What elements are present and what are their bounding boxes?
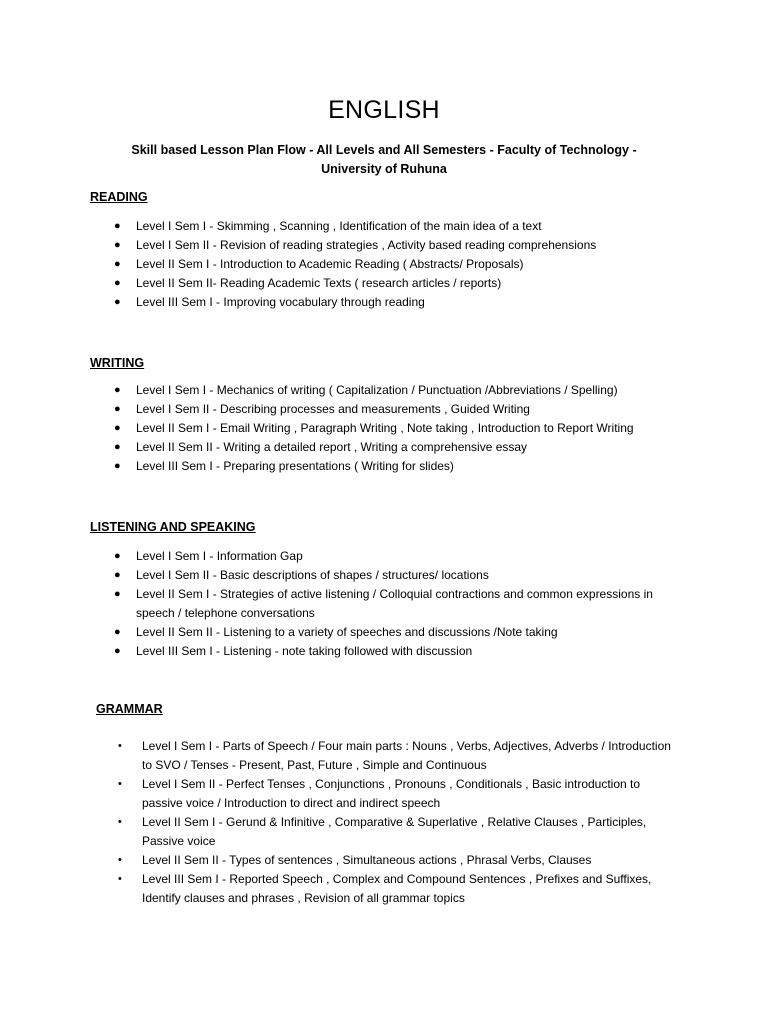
bullet-icon: ● — [114, 422, 121, 434]
list-item: ● Level I Sem II - Describing processes and measurements , Guided Writing — [136, 400, 696, 419]
reading-list — [114, 217, 696, 312]
grammar-list — [118, 737, 672, 908]
writing-list — [114, 381, 696, 476]
bullet-icon: ● — [114, 626, 121, 638]
bullet-icon: ● — [114, 277, 121, 289]
list-item: • Level II Sem I - Gerund & Infinitive , Comparative & Superlative , Relative Clauses , Participles, Passive voice — [118, 815, 647, 848]
section-heading-listening-speaking: LISTENING AND SPEAKING — [90, 520, 256, 534]
list-item: ● Level II Sem I - Email Writing , Paragraph Writing , Note taking , Introduction to Report Writing — [136, 419, 696, 438]
bullet-icon: • — [118, 740, 122, 752]
section-heading-writing: WRITING — [90, 356, 145, 370]
section-heading-grammar: GRAMMAR — [96, 702, 163, 716]
bullet-icon: ● — [114, 403, 121, 415]
list-item: ● Level II Sem II - Writing a detailed report , Writing a comprehensive essay — [136, 438, 696, 457]
bullet-icon: ● — [114, 569, 121, 581]
bullet-icon: ● — [114, 460, 121, 472]
bullet-icon: ● — [114, 441, 121, 453]
list-item: ● Level III Sem I - Preparing presentations ( Writing for slides) — [136, 457, 696, 476]
bullet-icon: • — [118, 816, 122, 828]
list-item: • Level I Sem II - Perfect Tenses , Conjunctions , Pronouns , Conditionals , Basic introduction to passive voice / Introduction to direct and indirect speech — [118, 777, 641, 810]
list-item: ● Level I Sem I - Information Gap — [136, 547, 672, 566]
list-item: ● Level I Sem II - Basic descriptions of shapes / structures/ locations — [136, 566, 672, 585]
bullet-icon: ● — [114, 550, 121, 562]
bullet-icon: • — [118, 854, 122, 866]
list-item: ● Level II Sem II- Reading Academic Texts ( research articles / reports) — [136, 274, 696, 293]
list-item: ● Level II Sem I - Strategies of active listening / Colloquial contractions and common expressions in speech / telephone conversations — [114, 587, 653, 620]
bullet-icon: • — [118, 873, 122, 885]
document-subtitle: Skill based Lesson Plan Flow - All Levels and All Semesters - Faculty of Technology - University of Ruhuna — [131, 143, 637, 176]
bullet-icon: ● — [114, 296, 121, 308]
bullet-icon: ● — [114, 588, 121, 600]
list-item: ● Level I Sem I - Skimming , Scanning , Identification of the main idea of a text — [136, 217, 696, 236]
document-title: ENGLISH — [328, 96, 440, 124]
list-item: ● Level I Sem II - Revision of reading strategies , Activity based reading comprehensions — [136, 236, 696, 255]
listening-speaking-list — [114, 547, 672, 661]
list-item: • Level I Sem I - Parts of Speech / Four main parts : Nouns , Verbs, Adjectives, Adverbs / Introduction to SVO / Tenses - Present, Past, Future , Simple and Continuous — [118, 739, 671, 772]
bullet-icon: ● — [114, 220, 121, 232]
bullet-icon: ● — [114, 384, 121, 396]
bullet-icon: • — [118, 778, 122, 790]
list-item: ● Level I Sem I - Mechanics of writing ( Capitalization / Punctuation /Abbreviations / Spelling) — [136, 381, 696, 400]
bullet-icon: ● — [114, 239, 121, 251]
list-item: ● Level II Sem II - Listening to a variety of speeches and discussions /Note taking — [136, 623, 672, 642]
list-item: ● Level III Sem I - Improving vocabulary through reading — [136, 293, 696, 312]
list-item: ● Level III Sem I - Listening - note taking followed with discussion — [136, 642, 672, 661]
list-item: • Level II Sem II - Types of sentences , Simultaneous actions , Phrasal Verbs, Clauses — [142, 851, 672, 870]
bullet-icon: ● — [114, 645, 121, 657]
bullet-icon: ● — [114, 258, 121, 270]
section-heading-reading: READING — [90, 190, 148, 204]
list-item: • Level III Sem I - Reported Speech , Complex and Compound Sentences , Prefixes and Suffixes, Identify clauses and phrases , Revision of all grammar topics — [118, 872, 652, 905]
list-item: ● Level II Sem I - Introduction to Academic Reading ( Abstracts/ Proposals) — [136, 255, 696, 274]
